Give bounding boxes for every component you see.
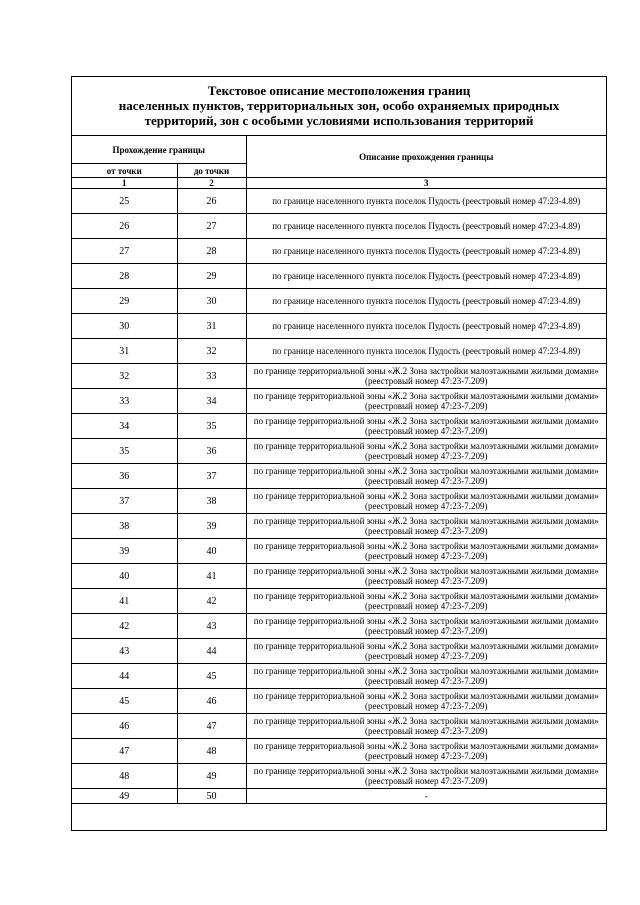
description-cell: по границе территориальной зоны «Ж.2 Зона застройки малоэтажными жилыми домами» (реестровый номер 47:23-7.209): [246, 514, 606, 539]
from-point-cell: 41: [72, 589, 177, 614]
to-point-cell: 44: [177, 639, 246, 664]
to-point-cell: 41: [177, 564, 246, 589]
title-line-1: Текстовое описание местоположения границ: [207, 83, 471, 98]
title-line-2: населенных пунктов, территориальных зон, особо охраняемых природных: [118, 98, 560, 113]
description-cell: по границе территориальной зоны «Ж.2 Зона застройки малоэтажными жилыми домами» (реестровый номер 47:23-7.209): [246, 639, 606, 664]
table-row: [72, 214, 606, 239]
column-number-2: 2: [177, 178, 246, 189]
table-row: [72, 714, 606, 739]
table-row: [72, 389, 606, 414]
from-point-cell: 48: [72, 764, 177, 789]
to-point-cell: 30: [177, 289, 246, 314]
description-cell: по границе населенного пункта поселок Пудость (реестровый номер 47:23-4.89): [246, 339, 606, 364]
document-frame: [71, 76, 607, 831]
from-point-cell: 40: [72, 564, 177, 589]
table-row: [72, 614, 606, 639]
table-row: [72, 189, 606, 214]
table-row: [72, 314, 606, 339]
from-point-cell: 36: [72, 464, 177, 489]
table-row: [72, 339, 606, 364]
table-row: [72, 464, 606, 489]
table-row: [72, 789, 606, 804]
to-point-cell: 49: [177, 764, 246, 789]
to-point-cell: 45: [177, 664, 246, 689]
table-row: [72, 364, 606, 389]
description-cell: по границе территориальной зоны «Ж.2 Зона застройки малоэтажными жилыми домами» (реестровый номер 47:23-7.209): [246, 564, 606, 589]
description-cell: по границе территориальной зоны «Ж.2 Зона застройки малоэтажными жилыми домами» (реестровый номер 47:23-7.209): [246, 389, 606, 414]
from-point-cell: 32: [72, 364, 177, 389]
from-point-cell: 45: [72, 689, 177, 714]
table-row: [72, 239, 606, 264]
description-cell: по границе территориальной зоны «Ж.2 Зона застройки малоэтажными жилыми домами» (реестровый номер 47:23-7.209): [246, 489, 606, 514]
to-point-cell: 35: [177, 414, 246, 439]
table-row: [72, 564, 606, 589]
to-point-cell: 50: [177, 789, 246, 804]
from-point-cell: 35: [72, 439, 177, 464]
description-cell: по границе территориальной зоны «Ж.2 Зона застройки малоэтажными жилыми домами» (реестровый номер 47:23-7.209): [246, 664, 606, 689]
table-row: [72, 739, 606, 764]
table-row: [72, 639, 606, 664]
to-point-cell: 37: [177, 464, 246, 489]
description-cell: по границе территориальной зоны «Ж.2 Зона застройки малоэтажными жилыми домами» (реестровый номер 47:23-7.209): [246, 589, 606, 614]
to-point-cell: 33: [177, 364, 246, 389]
table-row: [72, 539, 606, 564]
to-point-cell: 29: [177, 264, 246, 289]
to-point-cell: 38: [177, 489, 246, 514]
table-row: [72, 589, 606, 614]
description-cell: -: [246, 789, 606, 804]
description-cell: по границе населенного пункта поселок Пудость (реестровый номер 47:23-4.89): [246, 214, 606, 239]
description-cell: по границе населенного пункта поселок Пудость (реестровый номер 47:23-4.89): [246, 239, 606, 264]
description-cell: по границе территориальной зоны «Ж.2 Зона застройки малоэтажными жилыми домами» (реестровый номер 47:23-7.209): [246, 539, 606, 564]
to-point-cell: 34: [177, 389, 246, 414]
from-point-cell: 46: [72, 714, 177, 739]
table-row: [72, 264, 606, 289]
description-cell: по границе населенного пункта поселок Пудость (реестровый номер 47:23-4.89): [246, 189, 606, 214]
table-body: [72, 189, 606, 804]
document-title: [72, 77, 606, 136]
description-cell: по границе населенного пункта поселок Пудость (реестровый номер 47:23-4.89): [246, 264, 606, 289]
from-point-cell: 47: [72, 739, 177, 764]
description-cell: по границе территориальной зоны «Ж.2 Зона застройки малоэтажными жилыми домами» (реестровый номер 47:23-7.209): [246, 739, 606, 764]
description-cell: по границе территориальной зоны «Ж.2 Зона застройки малоэтажными жилыми домами» (реестровый номер 47:23-7.209): [246, 364, 606, 389]
from-point-cell: 28: [72, 264, 177, 289]
to-point-cell: 43: [177, 614, 246, 639]
to-point-cell: 31: [177, 314, 246, 339]
from-point-cell: 29: [72, 289, 177, 314]
header-boundary-passage: Прохождение границы: [72, 136, 246, 164]
table-row: [72, 764, 606, 789]
from-point-cell: 31: [72, 339, 177, 364]
from-point-cell: 33: [72, 389, 177, 414]
from-point-cell: 37: [72, 489, 177, 514]
from-point-cell: 34: [72, 414, 177, 439]
to-point-cell: 28: [177, 239, 246, 264]
table-row: [72, 664, 606, 689]
from-point-cell: 30: [72, 314, 177, 339]
from-point-cell: 43: [72, 639, 177, 664]
to-point-cell: 26: [177, 189, 246, 214]
description-cell: по границе населенного пункта поселок Пудость (реестровый номер 47:23-4.89): [246, 289, 606, 314]
column-number-3: 3: [246, 178, 606, 189]
table-row: [72, 414, 606, 439]
boundary-table: [72, 136, 606, 804]
title-line-3: территорий, зон с особыми условиями использования территорий: [144, 113, 534, 128]
table-row: [72, 439, 606, 464]
to-point-cell: 48: [177, 739, 246, 764]
from-point-cell: 27: [72, 239, 177, 264]
description-cell: по границе населенного пункта поселок Пудость (реестровый номер 47:23-4.89): [246, 314, 606, 339]
table-row: [72, 514, 606, 539]
from-point-cell: 26: [72, 214, 177, 239]
description-cell: по границе территориальной зоны «Ж.2 Зона застройки малоэтажными жилыми домами» (реестровый номер 47:23-7.209): [246, 714, 606, 739]
to-point-cell: 46: [177, 689, 246, 714]
to-point-cell: 32: [177, 339, 246, 364]
from-point-cell: 38: [72, 514, 177, 539]
table-row: [72, 289, 606, 314]
from-point-cell: 44: [72, 664, 177, 689]
table-row: [72, 689, 606, 714]
to-point-cell: 47: [177, 714, 246, 739]
description-cell: по границе территориальной зоны «Ж.2 Зона застройки малоэтажными жилыми домами» (реестровый номер 47:23-7.209): [246, 414, 606, 439]
description-cell: по границе территориальной зоны «Ж.2 Зона застройки малоэтажными жилыми домами» (реестровый номер 47:23-7.209): [246, 689, 606, 714]
to-point-cell: 40: [177, 539, 246, 564]
to-point-cell: 36: [177, 439, 246, 464]
description-cell: по границе территориальной зоны «Ж.2 Зона застройки малоэтажными жилыми домами» (реестровый номер 47:23-7.209): [246, 614, 606, 639]
from-point-cell: 39: [72, 539, 177, 564]
from-point-cell: 42: [72, 614, 177, 639]
table-row: [72, 489, 606, 514]
description-cell: по границе территориальной зоны «Ж.2 Зона застройки малоэтажными жилыми домами» (реестровый номер 47:23-7.209): [246, 439, 606, 464]
description-cell: по границе территориальной зоны «Ж.2 Зона застройки малоэтажными жилыми домами» (реестровый номер 47:23-7.209): [246, 464, 606, 489]
column-number-1: 1: [72, 178, 177, 189]
from-point-cell: 49: [72, 789, 177, 804]
description-cell: по границе территориальной зоны «Ж.2 Зона застройки малоэтажными жилыми домами» (реестровый номер 47:23-7.209): [246, 764, 606, 789]
to-point-cell: 27: [177, 214, 246, 239]
header-from-point: от точки: [72, 164, 177, 178]
from-point-cell: 25: [72, 189, 177, 214]
header-description: Описание прохождения границы: [246, 136, 606, 178]
to-point-cell: 39: [177, 514, 246, 539]
header-to-point: до точки: [177, 164, 246, 178]
to-point-cell: 42: [177, 589, 246, 614]
